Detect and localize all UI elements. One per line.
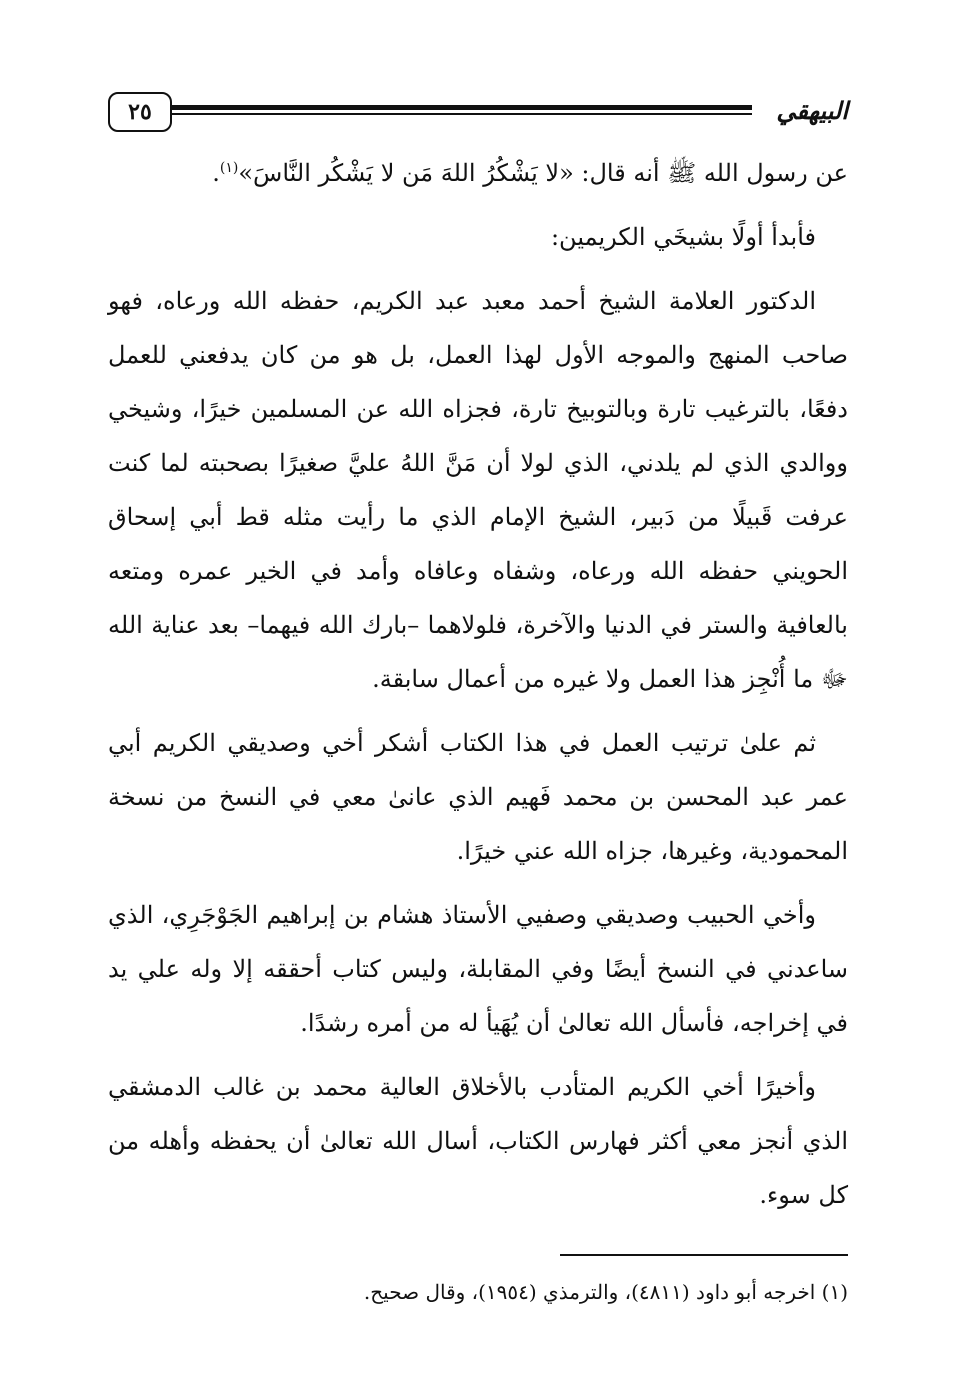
main-text [108, 146, 848, 1232]
page-number: ٢٥ [108, 92, 172, 132]
hadith-text: عن رسول الله ﷺ أنه قال: «لا يَشْكُرُ اللهَ مَن لا يَشْكُر النَّاسَ» [238, 159, 848, 187]
hadith-end-period: . [212, 159, 220, 187]
paragraph-thanks-hisham: وأخي الحبيب وصديقي وصفيي الأستاذ هشام بن إبراهيم الجَوْجَرِي، الذي ساعدني في النسخ أيضًا وفي المقابلة، وليس كتاب أحققه إلا وله علي يد في إخراجه، فأسأل الله تعالىٰ أن يُهَيأ له من أمره رشدًا. [108, 901, 848, 1037]
book-title: البيهقي [776, 96, 848, 125]
footnote: (١) اخرجه أبو داود (٤٨١١)، والترمذي (١٩٥٤)، وقال صحيح. [363, 1280, 848, 1304]
page-header [108, 92, 848, 136]
footnote-reference: (١) [219, 160, 239, 176]
header-rule-thin [170, 113, 752, 115]
header-rule-thick [170, 105, 752, 110]
paragraph-intro: فأبدأ أولًا بشيخَي الكريمين: [550, 223, 816, 251]
paragraph-hadith [108, 146, 848, 200]
footnote-divider [560, 1254, 848, 1256]
header-rule [170, 105, 752, 117]
paragraph-thanks-ghalib: وأخيرًا أخي الكريم المتأدب بالأخلاق العالية محمد بن غالب الدمشقي الذي أنجز معي أكثر فهارس الكتاب، أسال الله تعالىٰ أن يحفظه وأهله من كل سوء. [108, 1073, 848, 1209]
paragraph-sheikhs: الدكتور العلامة الشيخ أحمد معبد عبد الكريم، حفظه الله ورعاه، فهو صاحب المنهج والموجه الأول لهذا العمل، بل هو من كان يدفعني للعمل دفعًا، بالترغيب تارة وبالتوبيخ تارة، فجزاه الله عن المسلمين خيرًا، وشيخي ووالدي الذي لم يلدني، الذي لولا أن مَنَّ اللهُ عليَّ صغيرًا بصحبته لما كنت عرفت قَبيلًا من دَبير، الشيخ الإمام الذي ما رأيت مثله قط أبي إسحاق الحويني حفظه الله ورعاه، وشفاه وعافاه وأمد في الخير عمره ومتعه بالعافية والستر في الدنيا والآخرة، فلولاهما –بارك الله فيهما– بعد عناية الله ﷻ ما أُنْجِز هذا العمل ولا غيره من أعمال سابقة. [108, 287, 848, 693]
paragraph-thanks-fahim: ثم علىٰ ترتيب العمل في هذا الكتاب أشكر أخي وصديقي الكريم أبي عمر عبد المحسن بن محمد فَهيم الذي عانىٰ معي في النسخ من نسخة المحمودية، وغيرها، جزاه الله عني خيرًا. [108, 729, 848, 865]
